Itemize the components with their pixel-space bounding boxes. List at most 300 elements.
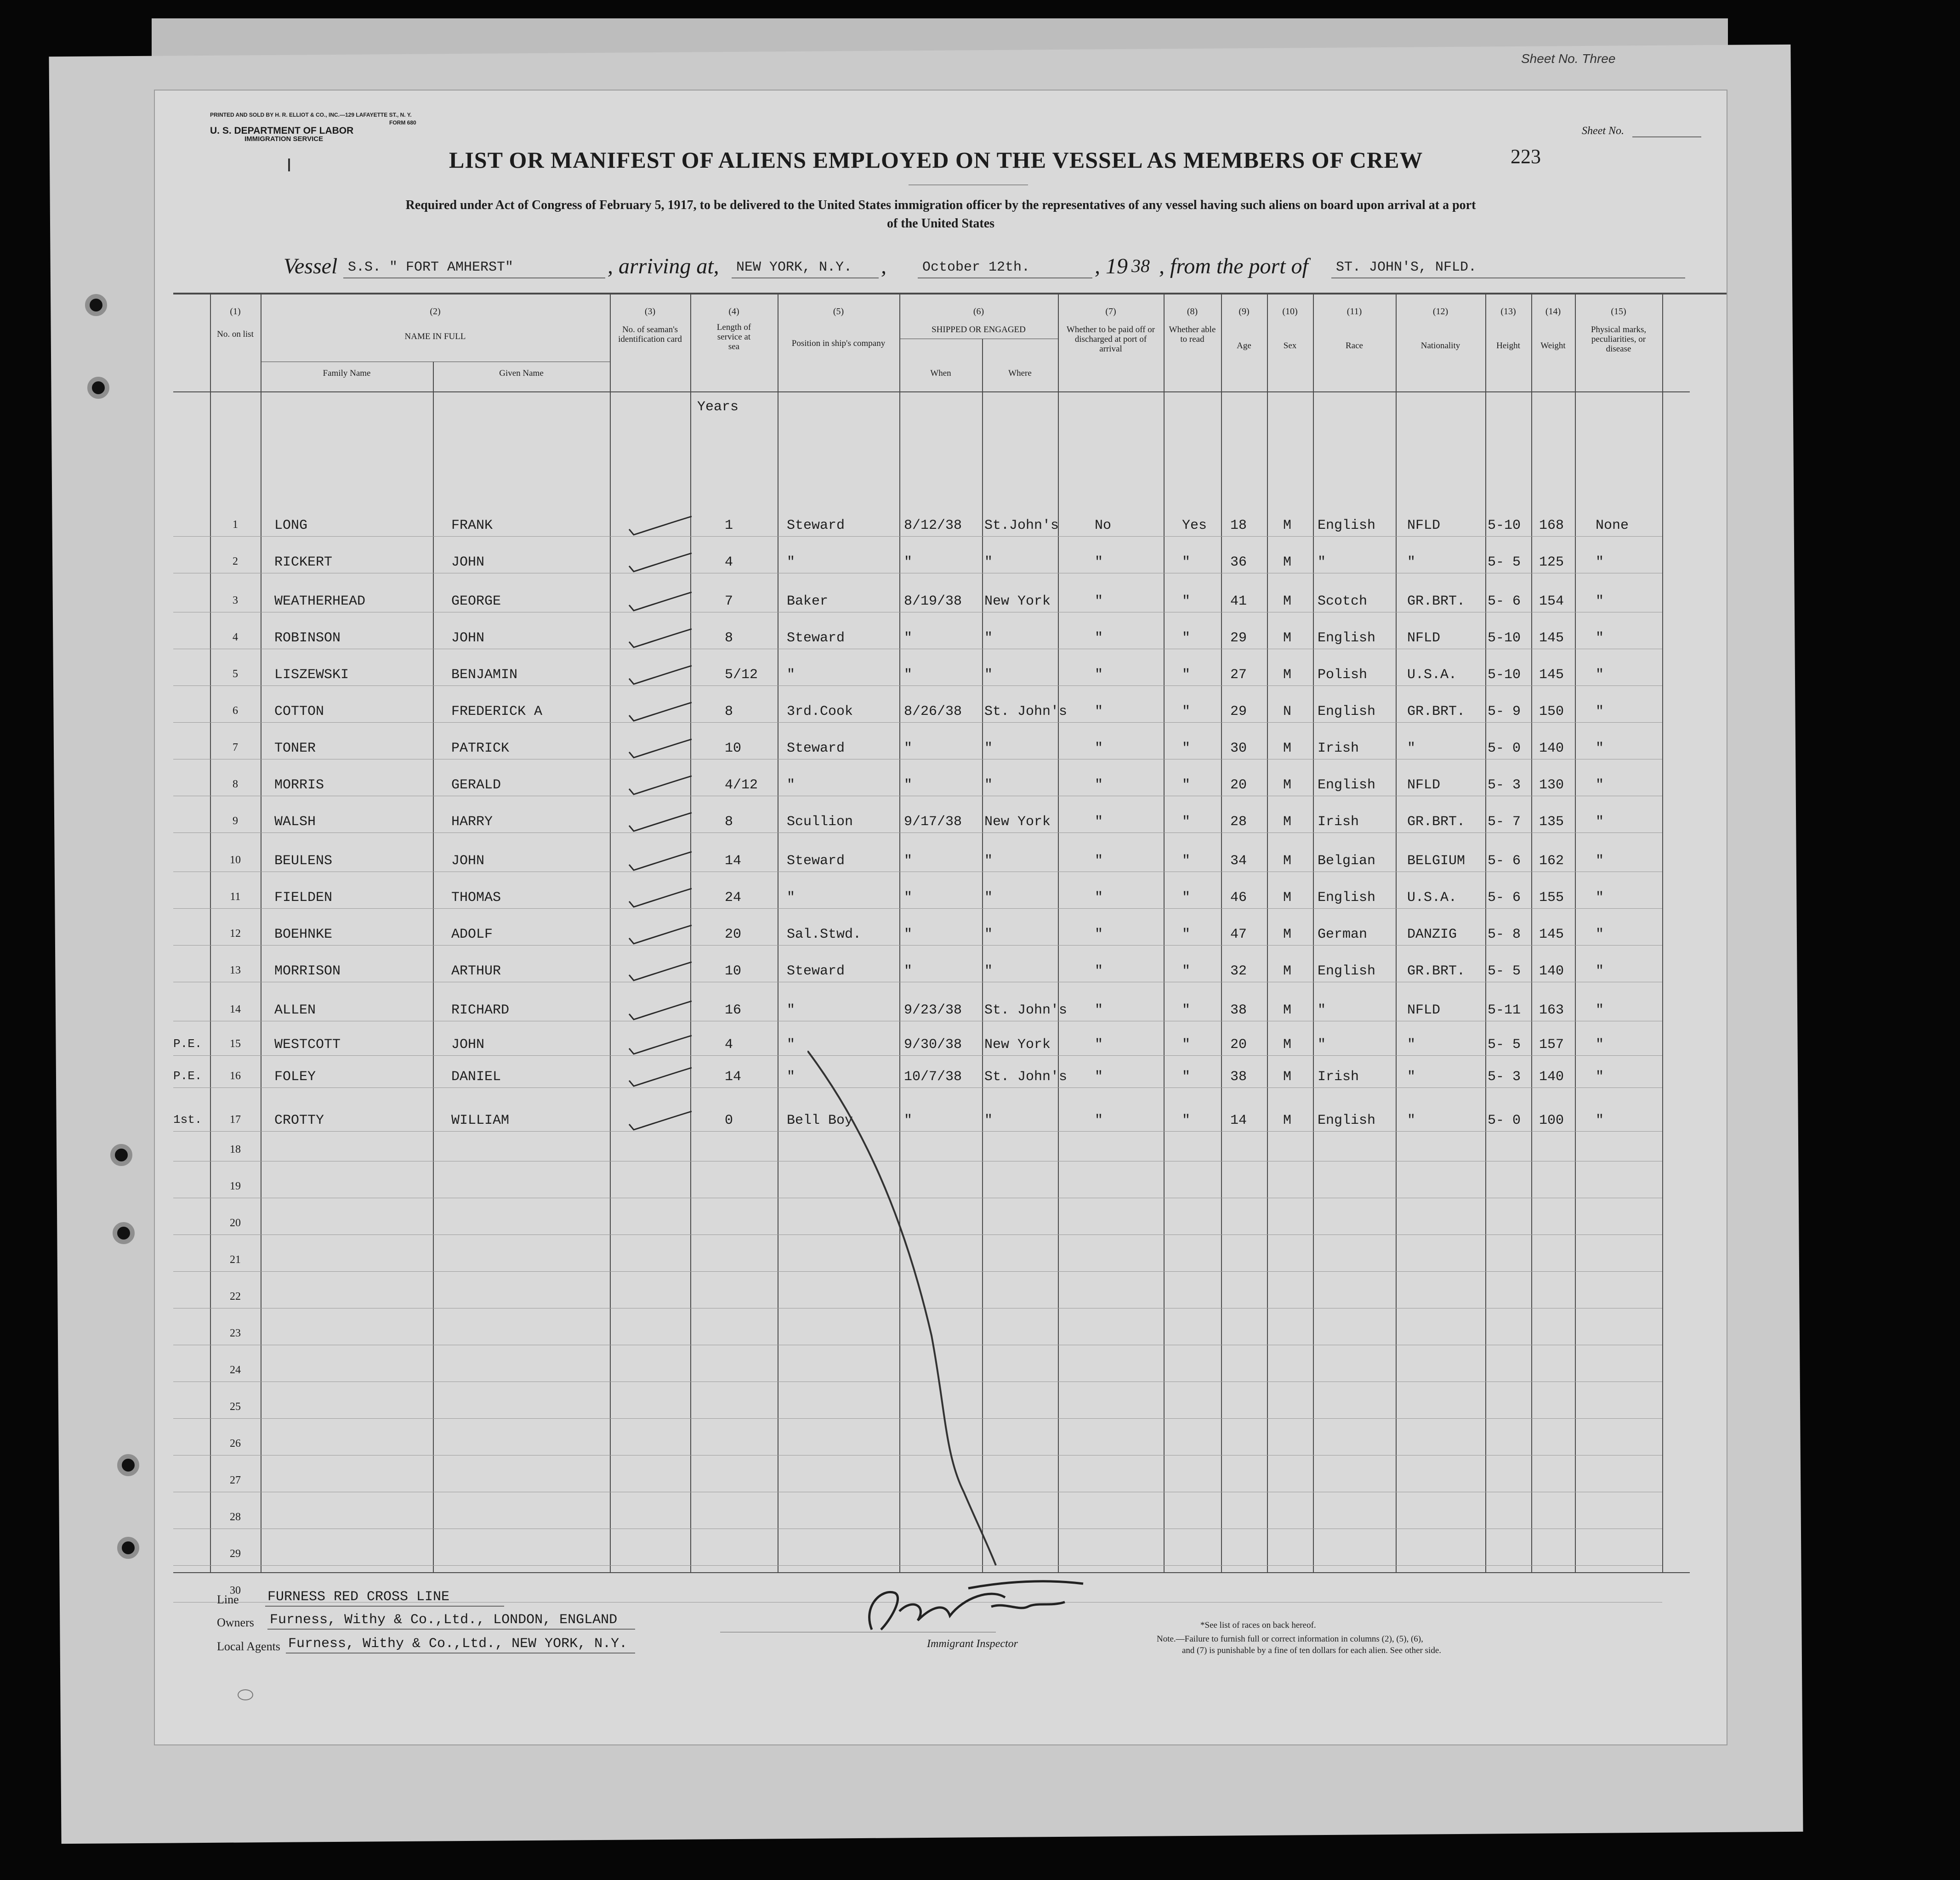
- from-port: ST. JOHN'S, NFLD.: [1336, 260, 1477, 275]
- row-nationality: ": [1407, 741, 1416, 756]
- row-able-to-read: ": [1182, 814, 1191, 830]
- vessel-label: Vessel: [284, 254, 338, 278]
- col-line: [433, 362, 434, 1572]
- row-family-name: ALLEN: [274, 1002, 316, 1018]
- row-paid-off: ": [1095, 704, 1103, 719]
- checkmark-icon: [628, 1067, 693, 1090]
- manifest-page: [154, 90, 1727, 1745]
- row-height: 5- 3: [1488, 1069, 1521, 1085]
- row-height: 5- 6: [1488, 594, 1521, 609]
- row-family-name: FIELDEN: [274, 890, 333, 906]
- row-weight: 100: [1539, 1113, 1564, 1128]
- row-shipped-where: ": [984, 963, 993, 979]
- from-underline: [1331, 277, 1685, 278]
- table-row: [173, 908, 1662, 909]
- row-able-to-read: ": [1182, 630, 1191, 646]
- row-given-name: HARRY: [451, 814, 493, 830]
- row-race: English: [1318, 630, 1376, 646]
- row-given-name: JOHN: [451, 555, 485, 570]
- row-shipped-where: ": [984, 741, 993, 756]
- row-race: English: [1318, 704, 1376, 719]
- row-given-name: RICHARD: [451, 1002, 510, 1018]
- row-physical-marks: ": [1596, 1069, 1604, 1085]
- row-able-to-read: ": [1182, 555, 1191, 570]
- row-able-to-read: ": [1182, 704, 1191, 719]
- col9-label: Age: [1237, 341, 1251, 351]
- row-paid-off: ": [1095, 1069, 1103, 1085]
- row-sex: M: [1283, 741, 1292, 756]
- row-number: 28: [230, 1511, 241, 1523]
- sheet-top-note: Sheet No. Three: [1521, 51, 1616, 66]
- row-number: 25: [230, 1401, 241, 1413]
- row-shipped-where: New York: [984, 814, 1051, 830]
- row-family-name: COTTON: [274, 704, 324, 719]
- row-position: Steward: [787, 963, 845, 979]
- row-sex: M: [1283, 630, 1292, 646]
- year-value: 38: [1131, 255, 1150, 276]
- row-family-name: MORRISON: [274, 963, 341, 979]
- row-sex: M: [1283, 518, 1292, 533]
- checkmark-icon: [628, 1000, 693, 1023]
- row-shipped-when: 9/23/38: [904, 1002, 962, 1018]
- checkmark-icon: [628, 1110, 693, 1133]
- col8-label: Whether able to read: [1169, 325, 1216, 344]
- row-shipped-when: ": [904, 777, 913, 793]
- checkmark-icon: [628, 665, 693, 688]
- row-able-to-read: ": [1182, 927, 1191, 942]
- row-sex: M: [1283, 777, 1292, 793]
- col-line: [1164, 293, 1165, 1572]
- col3-number: (3): [644, 306, 656, 317]
- row-shipped-where: St. John's: [984, 1002, 1068, 1018]
- col11-number: (11): [1346, 306, 1362, 317]
- row-nationality: BELGIUM: [1407, 853, 1466, 869]
- row-height: 5-10: [1488, 518, 1521, 533]
- row-paid-off: ": [1095, 963, 1103, 979]
- row-race: ": [1318, 555, 1326, 570]
- col2-label: NAME IN FULL: [404, 332, 466, 341]
- row-given-name: GERALD: [451, 777, 501, 793]
- row-shipped-where: ": [984, 777, 993, 793]
- row-service-length: 8: [725, 704, 733, 719]
- row-able-to-read: ": [1182, 890, 1191, 906]
- col9-number: (9): [1238, 306, 1250, 317]
- col-line: [1531, 293, 1532, 1572]
- row-weight: 135: [1539, 814, 1564, 830]
- col6-when: When: [930, 368, 951, 378]
- col7-label: Whether to be paid off or discharged at port of arrival: [1066, 325, 1155, 354]
- row-number: 20: [230, 1217, 241, 1229]
- row-physical-marks: ": [1596, 890, 1604, 906]
- row-height: 5- 0: [1488, 741, 1521, 756]
- row-nationality: GR.BRT.: [1407, 704, 1466, 719]
- binder-hole: [113, 1222, 135, 1244]
- row-age: 29: [1230, 630, 1247, 646]
- row-physical-marks: ": [1596, 777, 1604, 793]
- col8-number: (8): [1187, 306, 1198, 317]
- printer-form: FORM 680: [389, 119, 416, 126]
- row-weight: 140: [1539, 741, 1564, 756]
- row-position: ": [787, 1002, 795, 1018]
- row-sex: M: [1283, 1002, 1292, 1018]
- row-service-length: 5/12: [725, 667, 758, 683]
- row-paid-off: ": [1095, 927, 1103, 942]
- row-nationality: NFLD: [1407, 630, 1441, 646]
- row-race: Irish: [1318, 741, 1359, 756]
- table-row: [173, 722, 1662, 723]
- row-weight: 163: [1539, 1002, 1564, 1018]
- row-number: 17: [230, 1114, 241, 1126]
- comma-sep: ,: [881, 254, 886, 278]
- col-line: [610, 293, 611, 1572]
- row-number: 6: [233, 705, 238, 717]
- row-shipped-where: ": [984, 667, 993, 683]
- row-physical-marks: ": [1596, 667, 1604, 683]
- col10-number: (10): [1282, 306, 1298, 317]
- row-able-to-read: ": [1182, 963, 1191, 979]
- row-age: 38: [1230, 1002, 1247, 1018]
- row-service-length: 4: [725, 555, 733, 570]
- checkmark-icon: [628, 924, 693, 947]
- row-able-to-read: ": [1182, 741, 1191, 756]
- row-physical-marks: ": [1596, 630, 1604, 646]
- note-races: *See list of races on back hereof.: [1200, 1620, 1316, 1630]
- checkmark-icon: [628, 961, 693, 984]
- row-shipped-where: New York: [984, 594, 1051, 609]
- row-number: 23: [230, 1327, 241, 1339]
- row-given-name: DANIEL: [451, 1069, 501, 1085]
- row-sex: M: [1283, 890, 1292, 906]
- row-given-name: ADOLF: [451, 927, 493, 942]
- col7-number: (7): [1105, 306, 1116, 317]
- row-age: 18: [1230, 518, 1247, 533]
- row-position: Baker: [787, 594, 829, 609]
- row-given-name: FRANK: [451, 518, 493, 533]
- row-number: 10: [230, 854, 241, 866]
- row-sex: M: [1283, 667, 1292, 683]
- col-line: [1485, 293, 1486, 1572]
- sheet-no-label: Sheet No.: [1582, 125, 1624, 137]
- line-underline: [265, 1605, 504, 1607]
- year-label: , 19: [1095, 254, 1128, 278]
- row-number: 22: [230, 1291, 241, 1302]
- row-height: 5- 9: [1488, 704, 1521, 719]
- row-number: 21: [230, 1254, 241, 1266]
- row-age: 30: [1230, 741, 1247, 756]
- row-weight: 145: [1539, 667, 1564, 683]
- row-height: 5- 5: [1488, 1037, 1521, 1053]
- col10-label: Sex: [1283, 341, 1297, 351]
- col2-number: (2): [430, 306, 441, 317]
- row-able-to-read: ": [1182, 853, 1191, 869]
- row-physical-marks: ": [1596, 927, 1604, 942]
- row-paid-off: ": [1095, 1037, 1103, 1053]
- row-race: German: [1318, 927, 1368, 942]
- row-weight: 157: [1539, 1037, 1564, 1053]
- row-number: 30: [230, 1585, 241, 1597]
- row-shipped-when: ": [904, 555, 913, 570]
- manifest-title: LIST OR MANIFEST OF ALIENS EMPLOYED ON THE VESSEL AS MEMBERS OF CREW: [449, 147, 1423, 173]
- row-shipped-where: New York: [984, 1037, 1051, 1053]
- row-weight: 155: [1539, 890, 1564, 906]
- row-race: Irish: [1318, 814, 1359, 830]
- row-note: 1st.: [173, 1113, 202, 1127]
- row-shipped-when: ": [904, 1113, 913, 1128]
- row-position: Steward: [787, 853, 845, 869]
- row-given-name: PATRICK: [451, 741, 510, 756]
- row-nationality: ": [1407, 1037, 1416, 1053]
- row-number: 19: [230, 1180, 241, 1192]
- row-height: 5- 6: [1488, 890, 1521, 906]
- row-shipped-where: ": [984, 890, 993, 906]
- col13-number: (13): [1500, 306, 1516, 317]
- row-able-to-read: ": [1182, 667, 1191, 683]
- checkmark-icon: [628, 591, 693, 614]
- col1-number: (1): [230, 306, 241, 317]
- row-shipped-when: ": [904, 853, 913, 869]
- row-race: English: [1318, 777, 1376, 793]
- row-able-to-read: ": [1182, 1113, 1191, 1128]
- row-sex: M: [1283, 927, 1292, 942]
- row-age: 38: [1230, 1069, 1247, 1085]
- row-age: 47: [1230, 927, 1247, 942]
- col14-number: (14): [1545, 306, 1561, 317]
- row-nationality: NFLD: [1407, 518, 1441, 533]
- row-height: 5-10: [1488, 667, 1521, 683]
- row-position: ": [787, 667, 795, 683]
- inspector-label: Immigrant Inspector: [927, 1638, 1018, 1650]
- row-paid-off: ": [1095, 853, 1103, 869]
- arriving-label: , arriving at,: [608, 254, 719, 278]
- row-able-to-read: ": [1182, 1037, 1191, 1053]
- arrival-date: October 12th.: [922, 260, 1030, 275]
- row-given-name: JOHN: [451, 853, 485, 869]
- row-able-to-read: ": [1182, 1069, 1191, 1085]
- row-number: 2: [233, 555, 238, 567]
- row-shipped-when: ": [904, 741, 913, 756]
- row-position: Steward: [787, 518, 845, 533]
- row-given-name: GEORGE: [451, 594, 501, 609]
- row-service-length: 4: [725, 1037, 733, 1053]
- row-number: 18: [230, 1144, 241, 1155]
- agents-label: Local Agents: [217, 1640, 280, 1653]
- row-weight: 125: [1539, 555, 1564, 570]
- checkmark-icon: [628, 888, 693, 911]
- checkmark-icon: [628, 1035, 693, 1058]
- row-nationality: GR.BRT.: [1407, 814, 1466, 830]
- line-value: FURNESS RED CROSS LINE: [267, 1589, 450, 1605]
- row-number: 16: [230, 1070, 241, 1082]
- row-shipped-where: ": [984, 927, 993, 942]
- row-weight: 150: [1539, 704, 1564, 719]
- col-line: [1662, 293, 1663, 1572]
- col12-label: Nationality: [1420, 341, 1460, 351]
- row-shipped-where: ": [984, 1113, 993, 1128]
- row-number: 12: [230, 928, 241, 940]
- row-paid-off: ": [1095, 667, 1103, 683]
- col2-family: Family Name: [323, 368, 371, 378]
- col14-label: Weight: [1540, 341, 1566, 351]
- checkmark-icon: [628, 738, 693, 761]
- printed-stamp: [238, 1689, 253, 1700]
- row-shipped-when: ": [904, 630, 913, 646]
- row-nationality: ": [1407, 1069, 1416, 1085]
- row-height: 5- 5: [1488, 555, 1521, 570]
- row-number: 3: [233, 595, 238, 606]
- col15-label: Physical marks, peculiarities, or disease: [1591, 325, 1647, 354]
- row-physical-marks: ": [1596, 555, 1604, 570]
- row-number: 14: [230, 1003, 241, 1015]
- row-physical-marks: ": [1596, 704, 1604, 719]
- from-label: , from the port of: [1159, 254, 1308, 278]
- row-service-length: 16: [725, 1002, 742, 1018]
- row-number: 9: [233, 815, 238, 827]
- row-age: 14: [1230, 1113, 1247, 1128]
- row-given-name: WILLIAM: [451, 1113, 510, 1128]
- row-nationality: GR.BRT.: [1407, 594, 1466, 609]
- agents-value: Furness, Withy & Co.,Ltd., NEW YORK, N.Y.: [288, 1636, 628, 1652]
- col-line: [1267, 293, 1268, 1572]
- col4-number: (4): [728, 306, 739, 317]
- col1-label: No. on list: [217, 329, 254, 339]
- col3-label: No. of seaman's identification card: [618, 325, 682, 344]
- row-family-name: MORRIS: [274, 777, 324, 793]
- row-service-length: 8: [725, 630, 733, 646]
- row-nationality: GR.BRT.: [1407, 963, 1466, 979]
- vessel-underline: [343, 277, 605, 278]
- checkmark-icon: [628, 515, 693, 538]
- row-race: Polish: [1318, 667, 1368, 683]
- row-number: 26: [230, 1438, 241, 1450]
- arriving-underline: [732, 277, 879, 278]
- row-sex: M: [1283, 1037, 1292, 1053]
- row-sex: M: [1283, 1113, 1292, 1128]
- col15-number: (15): [1611, 306, 1626, 317]
- row-age: 46: [1230, 890, 1247, 906]
- row-able-to-read: ": [1182, 594, 1191, 609]
- row-nationality: ": [1407, 1113, 1416, 1128]
- row-service-length: 14: [725, 853, 742, 869]
- row-sex: M: [1283, 594, 1292, 609]
- row-position: ": [787, 1069, 795, 1085]
- row-physical-marks: ": [1596, 853, 1604, 869]
- row-physical-marks: ": [1596, 1002, 1604, 1018]
- row-given-name: BENJAMIN: [451, 667, 518, 683]
- row-service-length: 4/12: [725, 777, 758, 793]
- row-physical-marks: ": [1596, 1037, 1604, 1053]
- row-age: 20: [1230, 1037, 1247, 1053]
- col11-label: Race: [1346, 341, 1363, 351]
- col6-label: SHIPPED OR ENGAGED: [932, 325, 1026, 334]
- row-family-name: WESTCOTT: [274, 1037, 341, 1053]
- row-physical-marks: ": [1596, 1113, 1604, 1128]
- date-underline: [918, 277, 1092, 278]
- col2-given: Given Name: [499, 368, 544, 378]
- row-note: P.E.: [173, 1069, 202, 1083]
- row-paid-off: ": [1095, 741, 1103, 756]
- row-shipped-where: ": [984, 630, 993, 646]
- row-weight: 154: [1539, 594, 1564, 609]
- row-physical-marks: None: [1596, 518, 1629, 533]
- row-shipped-when: ": [904, 927, 913, 942]
- department-label: U. S. DEPARTMENT OF LABOR: [210, 125, 354, 136]
- row-age: 29: [1230, 704, 1247, 719]
- row-given-name: JOHN: [451, 1037, 485, 1053]
- row-number: 27: [230, 1474, 241, 1486]
- row-age: 20: [1230, 777, 1247, 793]
- note-penalty: Note.—Failure to furnish full or correct information in columns (2), (5), (6),: [1157, 1634, 1423, 1644]
- row-race: Belgian: [1318, 853, 1376, 869]
- row-able-to-read: Yes: [1182, 518, 1207, 533]
- row-race: English: [1318, 963, 1376, 979]
- table-top-rule: [173, 293, 1727, 294]
- row-number: 29: [230, 1548, 241, 1560]
- row-height: 5- 8: [1488, 927, 1521, 942]
- row-able-to-read: ": [1182, 777, 1191, 793]
- row-paid-off: No: [1095, 518, 1112, 533]
- row-given-name: ARTHUR: [451, 963, 501, 979]
- row-number: 7: [233, 742, 238, 753]
- col-line: [1575, 293, 1576, 1572]
- row-position: 3rd.Cook: [787, 704, 853, 719]
- row-paid-off: ": [1095, 630, 1103, 646]
- row-height: 5-10: [1488, 630, 1521, 646]
- row-family-name: WALSH: [274, 814, 316, 830]
- row-age: 32: [1230, 963, 1247, 979]
- row-weight: 145: [1539, 630, 1564, 646]
- row-family-name: RICKERT: [274, 555, 333, 570]
- row-shipped-when: 9/17/38: [904, 814, 962, 830]
- row-weight: 140: [1539, 1069, 1564, 1085]
- row-nationality: DANZIG: [1407, 927, 1457, 942]
- row-shipped-where: St. John's: [984, 704, 1068, 719]
- row-nationality: U.S.A.: [1407, 890, 1457, 906]
- row-given-name: JOHN: [451, 630, 485, 646]
- row-sex: M: [1283, 1069, 1292, 1085]
- checkmark-icon: [628, 628, 693, 651]
- col5-number: (5): [833, 306, 844, 317]
- checkmark-icon: [628, 812, 693, 835]
- row-sex: M: [1283, 853, 1292, 869]
- col5-label: Position in ship's company: [791, 339, 886, 348]
- row-paid-off: ": [1095, 1113, 1103, 1128]
- owners-label: Owners: [217, 1616, 254, 1629]
- row-family-name: TONER: [274, 741, 316, 756]
- row-shipped-where: ": [984, 853, 993, 869]
- row-family-name: FOLEY: [274, 1069, 316, 1085]
- row-physical-marks: ": [1596, 741, 1604, 756]
- row-shipped-when: 8/19/38: [904, 594, 962, 609]
- owners-underline: [267, 1628, 635, 1630]
- row-shipped-when: 8/12/38: [904, 518, 962, 533]
- requirement-text-2: of the United States: [886, 216, 995, 231]
- printer-line: PRINTED AND SOLD BY H. R. ELLIOT & CO., INC.—129 LAFAYETTE ST., N. Y.: [210, 112, 412, 118]
- row-age: 34: [1230, 853, 1247, 869]
- row-weight: 140: [1539, 963, 1564, 979]
- checkmark-icon: [628, 552, 693, 575]
- row-position: ": [787, 1037, 795, 1053]
- row-shipped-when: 8/26/38: [904, 704, 962, 719]
- row-service-length: 8: [725, 814, 733, 830]
- years-label: Years: [697, 399, 739, 415]
- binder-hole: [85, 294, 107, 316]
- row-position: Sal.Stwd.: [787, 927, 862, 942]
- row-height: 5-11: [1488, 1002, 1521, 1018]
- row-number: 1: [233, 519, 238, 531]
- row-age: 28: [1230, 814, 1247, 830]
- row-race: English: [1318, 1113, 1376, 1128]
- row-race: ": [1318, 1002, 1326, 1018]
